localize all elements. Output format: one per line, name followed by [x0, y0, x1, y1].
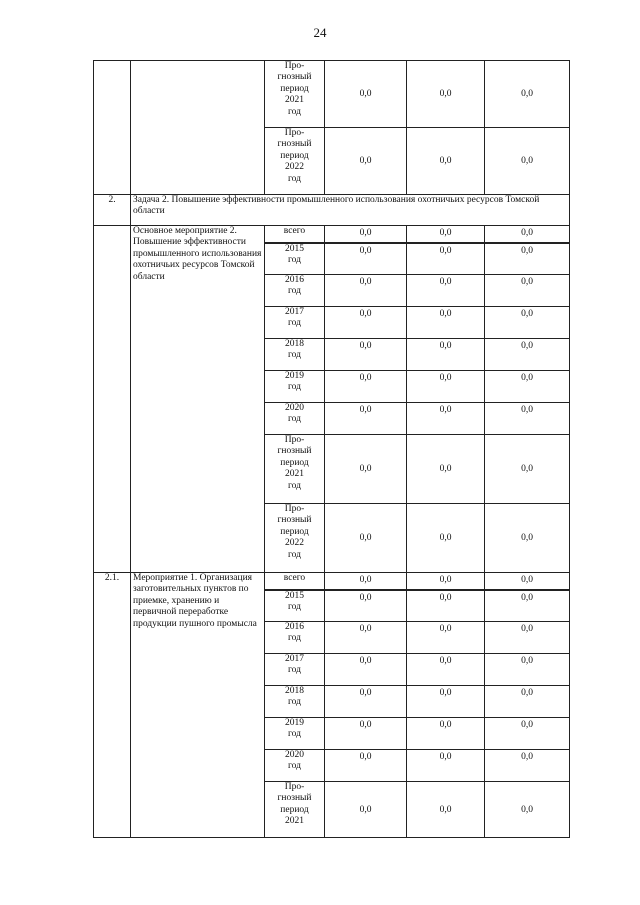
value-cell: [325, 718, 407, 750]
value-text: 0,0: [521, 804, 533, 815]
value-cell: [407, 590, 485, 622]
period-cell: Про- гнозный период 2021 год: [265, 61, 325, 128]
table-row: [94, 573, 570, 590]
value-text: 0,0: [439, 804, 452, 815]
value-cell: [485, 307, 570, 339]
value-text: 0,0: [521, 592, 533, 603]
value-text: 0,0: [439, 720, 452, 730]
value-text: 0,0: [521, 156, 533, 167]
period-cell: Про- гнозный период 2021 год: [265, 435, 325, 504]
value-text: 0,0: [359, 720, 372, 730]
value-cell: [407, 782, 485, 838]
value-text: 0,0: [359, 592, 372, 603]
value-cell: [407, 61, 485, 128]
value-text: 0,0: [439, 688, 452, 698]
table-row: [94, 226, 570, 243]
value-text: 0,0: [359, 228, 372, 238]
value-cell: [407, 403, 485, 435]
value-text: 0,0: [359, 373, 372, 383]
value-cell: [407, 573, 485, 590]
value-text: 0,0: [439, 156, 452, 167]
value-text: 0,0: [439, 592, 452, 603]
period-cell: 2019 год: [265, 371, 325, 403]
page-number: 24: [313, 25, 327, 40]
table-row: [94, 61, 570, 128]
value-text: 0,0: [359, 89, 372, 100]
measure-number: [94, 226, 131, 573]
value-text: 0,0: [521, 245, 533, 256]
value-cell: [485, 654, 570, 686]
value-cell: [325, 339, 407, 371]
value-text: 0,0: [439, 624, 452, 634]
value-cell: [485, 750, 570, 782]
period-cell: 2015 год: [265, 243, 325, 275]
value-text: 0,0: [439, 228, 452, 238]
value-cell: [325, 573, 407, 590]
period-cell: 2016 год: [265, 622, 325, 654]
value-text: 0,0: [359, 533, 372, 544]
value-cell: [485, 718, 570, 750]
value-cell: [485, 128, 570, 195]
value-text: 0,0: [439, 309, 452, 319]
value-text: 0,0: [359, 245, 372, 256]
task-text: Задача 2. Повышение эффективности промышленного использования охотничьих ресурсов Томской области: [131, 195, 570, 226]
value-cell: [485, 622, 570, 654]
value-text: 0,0: [359, 624, 372, 634]
value-cell: [407, 654, 485, 686]
value-cell: [407, 686, 485, 718]
value-text: 0,0: [359, 656, 372, 666]
value-text: 0,0: [439, 341, 452, 351]
value-text: 0,0: [521, 309, 533, 319]
value-text: 0,0: [359, 575, 372, 585]
value-text: 0,0: [359, 405, 372, 415]
value-cell: [407, 622, 485, 654]
measure-name: [131, 61, 265, 195]
value-cell: [325, 243, 407, 275]
value-text: 0,0: [439, 464, 452, 475]
period-cell: всего: [265, 226, 325, 243]
value-cell: [325, 61, 407, 128]
value-text: 0,0: [439, 277, 452, 287]
value-text: 0,0: [521, 752, 533, 762]
value-text: 0,0: [521, 575, 533, 585]
period-cell: Про- гнозный период 2021: [265, 782, 325, 838]
value-text: 0,0: [439, 533, 452, 544]
value-text: 0,0: [359, 804, 372, 815]
period-cell: 2019 год: [265, 718, 325, 750]
period-cell: 2017 год: [265, 654, 325, 686]
value-cell: [407, 339, 485, 371]
value-cell: [485, 435, 570, 504]
measure-name: Мероприятие 1. Организация заготовительных пунктов по приемке, хранению и первичной переработке продукции пушного промысла: [131, 573, 265, 838]
value-text: 0,0: [521, 89, 533, 100]
value-cell: [325, 750, 407, 782]
value-text: 0,0: [439, 656, 452, 666]
value-cell: [407, 750, 485, 782]
value-text: 0,0: [521, 720, 533, 730]
period-cell: 2017 год: [265, 307, 325, 339]
period-cell: 2020 год: [265, 403, 325, 435]
value-cell: [485, 61, 570, 128]
period-cell: 2020 год: [265, 750, 325, 782]
value-text: 0,0: [521, 464, 533, 475]
value-cell: [407, 226, 485, 243]
value-cell: [407, 243, 485, 275]
period-cell: 2018 год: [265, 686, 325, 718]
value-text: 0,0: [439, 373, 452, 383]
value-cell: [485, 243, 570, 275]
period-cell: 2016 год: [265, 275, 325, 307]
value-cell: [325, 307, 407, 339]
task-row: [94, 195, 570, 226]
value-cell: [485, 782, 570, 838]
value-cell: [325, 686, 407, 718]
period-cell: всего: [265, 573, 325, 590]
value-cell: [407, 504, 485, 573]
value-text: 0,0: [521, 277, 533, 287]
value-text: 0,0: [359, 688, 372, 698]
value-cell: [485, 226, 570, 243]
value-cell: [325, 782, 407, 838]
value-text: 0,0: [359, 464, 372, 475]
value-text: 0,0: [521, 373, 533, 383]
value-cell: [325, 654, 407, 686]
value-cell: [407, 275, 485, 307]
measure-name: Основное мероприятие 2. Повышение эффективности промышленного использования охотничьих ресурсов Томской области: [131, 226, 265, 573]
value-cell: [325, 504, 407, 573]
value-cell: [485, 590, 570, 622]
value-text: 0,0: [521, 624, 533, 634]
value-text: 0,0: [521, 656, 533, 666]
value-cell: [325, 435, 407, 504]
value-cell: [325, 590, 407, 622]
value-cell: [485, 371, 570, 403]
value-text: 0,0: [521, 533, 533, 544]
value-text: 0,0: [521, 405, 533, 415]
value-cell: [485, 573, 570, 590]
value-cell: [485, 504, 570, 573]
value-text: 0,0: [359, 341, 372, 351]
value-cell: [485, 403, 570, 435]
value-cell: [407, 307, 485, 339]
task-number: 2.: [94, 195, 131, 226]
value-text: 0,0: [521, 341, 533, 351]
value-cell: [407, 718, 485, 750]
value-cell: [485, 339, 570, 371]
value-cell: [407, 435, 485, 504]
value-cell: [325, 371, 407, 403]
value-cell: [325, 226, 407, 243]
value-text: 0,0: [439, 405, 452, 415]
value-text: 0,0: [359, 309, 372, 319]
value-text: 0,0: [521, 228, 533, 238]
value-text: 0,0: [439, 245, 452, 256]
value-text: 0,0: [521, 688, 533, 698]
period-cell: 2018 год: [265, 339, 325, 371]
period-cell: Про- гнозный период 2022 год: [265, 504, 325, 573]
measure-number: 2.1.: [94, 573, 131, 838]
value-cell: [485, 275, 570, 307]
value-cell: [325, 403, 407, 435]
value-cell: [485, 686, 570, 718]
value-cell: [325, 275, 407, 307]
value-text: 0,0: [439, 752, 452, 762]
value-text: 0,0: [439, 89, 452, 100]
value-text: 0,0: [439, 575, 452, 585]
value-text: 0,0: [359, 156, 372, 167]
value-cell: [325, 622, 407, 654]
value-cell: [407, 128, 485, 195]
value-text: 0,0: [359, 277, 372, 287]
value-text: 0,0: [359, 752, 372, 762]
period-cell: 2015 год: [265, 590, 325, 622]
value-cell: [407, 371, 485, 403]
period-cell: Про- гнозный период 2022 год: [265, 128, 325, 195]
value-cell: [325, 128, 407, 195]
measure-number: [94, 61, 131, 195]
budget-table: [93, 60, 570, 838]
